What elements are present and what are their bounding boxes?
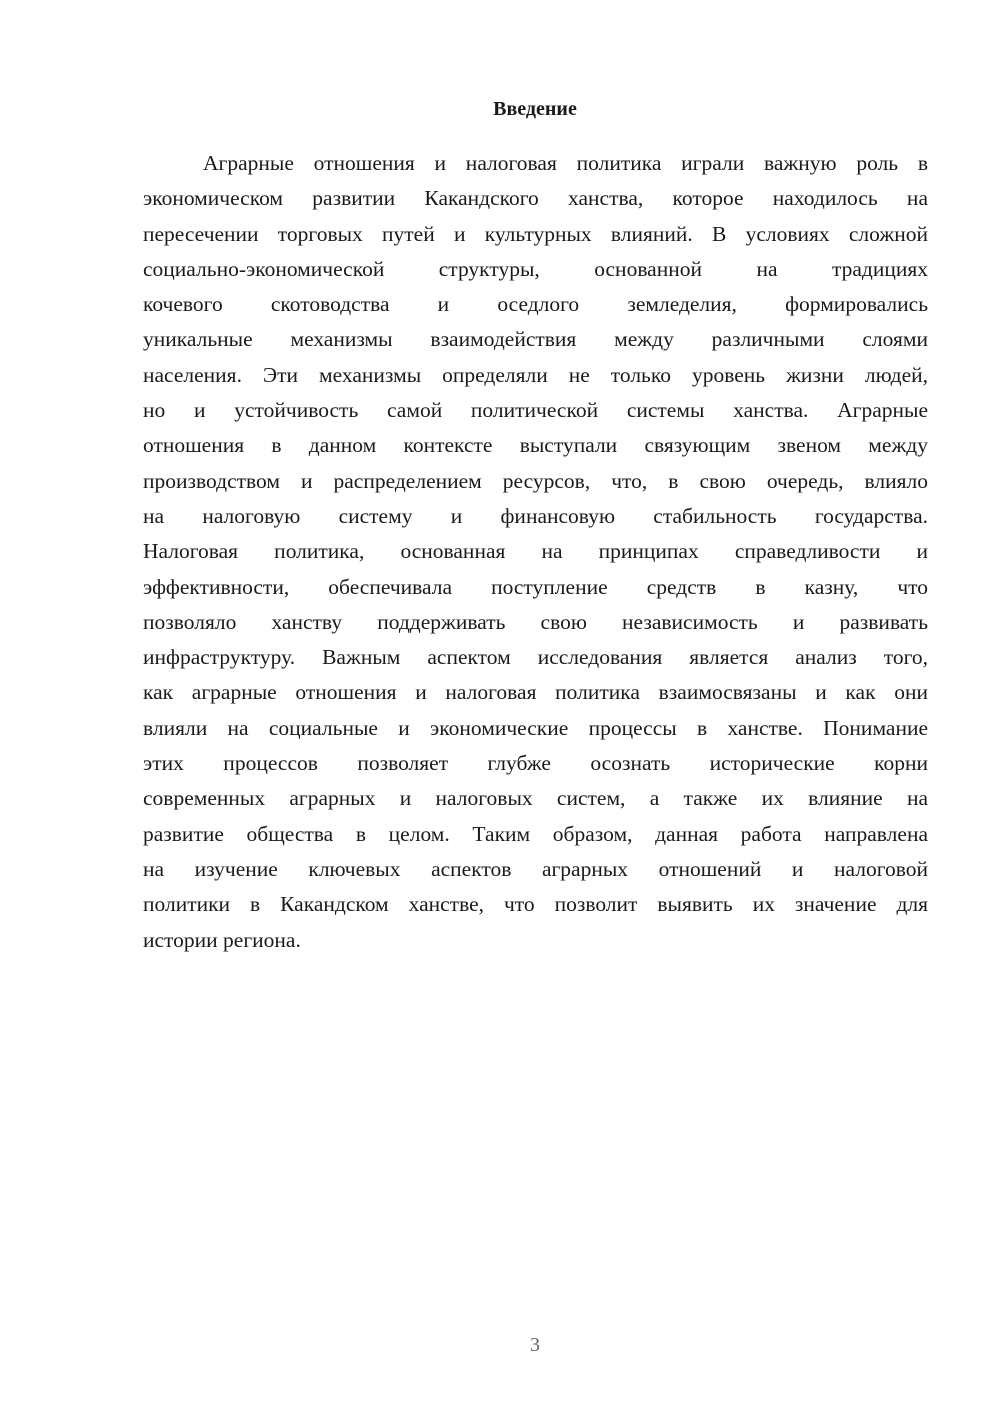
text-line: Аграрные отношения и налоговая политика играли важную роль в [203, 151, 928, 175]
text-line: инфраструктуру. Важным аспектом исследования является анализ того, [143, 645, 928, 670]
body-paragraph [143, 146, 928, 958]
text-line: пересечении торговых путей и культурных влияний. В условиях сложной [143, 221, 928, 246]
text-line: на изучение ключевых аспектов аграрных отношений и налоговой [143, 856, 928, 881]
text-line: экономическом развитии Какандского ханства, которое находилось на [143, 186, 928, 211]
text-line: производством и распределением ресурсов, что, в свою очередь, влияло [143, 468, 928, 493]
page-number: 3 [530, 1334, 540, 1356]
text-line: влияли на социальные и экономические процессы в ханстве. Понимание [143, 715, 928, 740]
text-line: на налоговую систему и финансовую стабильность государства. [143, 503, 928, 528]
text-line: как аграрные отношения и налоговая политика взаимосвязаны и как они [143, 680, 928, 705]
text-line: позволяло ханству поддерживать свою независимость и развивать [143, 609, 928, 634]
text-line: населения. Эти механизмы определяли не только уровень жизни людей, [143, 362, 928, 387]
text-line: современных аграрных и налоговых систем, а также их влияние на [143, 786, 928, 811]
text-line: но и устойчивость самой политической системы ханства. Аграрные [143, 398, 928, 423]
text-line: развитие общества в целом. Таким образом, данная работа направлена [143, 821, 928, 846]
text-line: уникальные механизмы взаимодействия между различными слоями [143, 327, 928, 352]
text-line: политики в Какандском ханстве, что позволит выявить их значение для [143, 892, 928, 917]
text-line: этих процессов позволяет глубже осознать исторические корни [143, 751, 928, 776]
text-line: социально-экономической структуры, основанной на традициях [143, 256, 928, 281]
text-line: кочевого скотоводства и оседлого земледелия, формировались [143, 292, 928, 317]
text-line: истории региона. [143, 927, 301, 952]
text-line: Налоговая политика, основанная на принципах справедливости и [143, 539, 928, 564]
section-heading: Введение [493, 98, 577, 120]
text-line: отношения в данном контексте выступали связующим звеном между [143, 433, 928, 458]
text-line: эффективности, обеспечивала поступление средств в казну, что [143, 574, 928, 599]
